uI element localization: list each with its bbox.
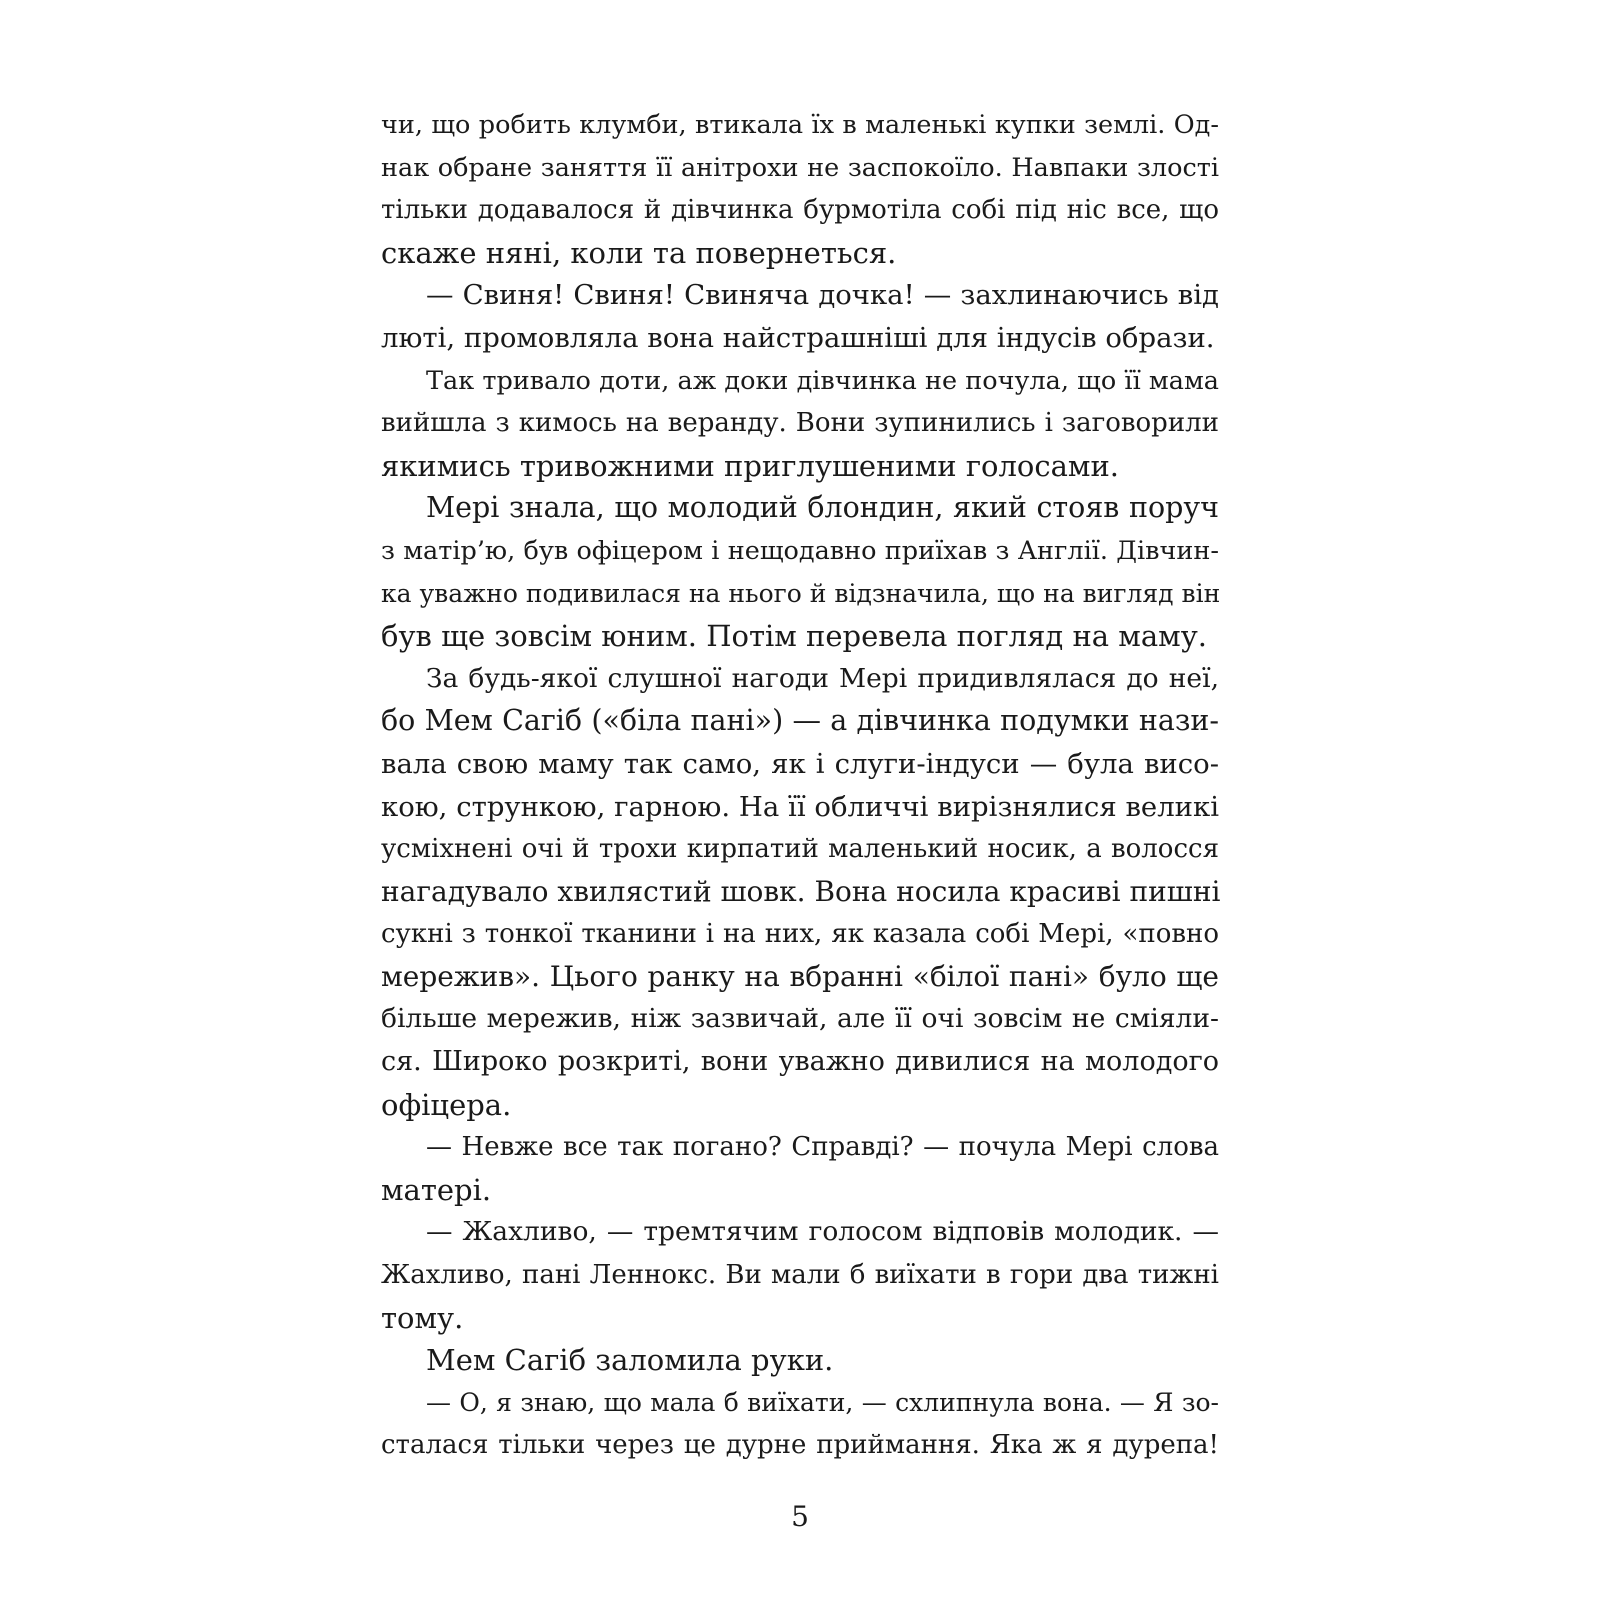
text-line: За будь-якої слушної нагоди Мері придивлялася до неї, xyxy=(426,662,1219,694)
text-line: сукні з тонкої тканини і на них, як казала собі Мері, «повно xyxy=(381,919,1219,950)
page-number: 5 xyxy=(791,1500,809,1533)
text-line: Мем Сагіб заломила руки. xyxy=(426,1343,834,1378)
text-line: люті, промовляла вона найстрашніші для індусів образи. xyxy=(381,321,1215,354)
text-line: вийшла з кимось на веранду. Вони зупинились і заговорили xyxy=(381,408,1219,439)
text-line: — Жахливо, — тремтячим голосом відповів молодик. — xyxy=(426,1216,1219,1248)
text-line: — О, я знаю, що мала б виїхати, — схлипнула вона. — Я зо- xyxy=(426,1387,1219,1417)
text-line: — Свиня! Свиня! Свиняча дочка! — захлинаючись від xyxy=(426,279,1219,312)
text-line: Мері знала, що молодий блондин, який стояв поруч xyxy=(426,491,1219,525)
text-line: чи, що робить клумби, втикала їх в маленькі купки землі. Од- xyxy=(381,110,1219,140)
text-line: бо Мем Сагіб («біла пані») — а дівчинка подумки нази- xyxy=(381,704,1219,738)
text-line: — Невже все так погано? Справді? — почула Мері слова xyxy=(426,1132,1219,1163)
text-line: Так тривало доти, аж доки дівчинка не почула, що її мама xyxy=(426,365,1219,396)
text-line: скаже няні, коли та повернеться. xyxy=(381,235,897,270)
text-line: тому. xyxy=(381,1300,464,1335)
text-line: сталася тільки через це дурне приймання. Яка ж я дурепа! xyxy=(381,1430,1219,1461)
text-line: офіцера. xyxy=(381,1087,512,1122)
text-line: мережив». Цього ранку на вбранні «білої пані» було ще xyxy=(381,959,1219,993)
text-line: ся. Широко розкриті, вони уважно дивилися на молодого xyxy=(381,1046,1219,1078)
body-text xyxy=(381,104,1219,1467)
text-line: кою, стрункою, гарною. На її обличчі вирізнялися великі xyxy=(381,790,1219,823)
text-line: ка уважно подивилася на нього й відзначила, що на вигляд він xyxy=(381,578,1221,608)
text-line: якимись тривожними приглушеними голосами. xyxy=(381,448,1119,483)
text-line: матері. xyxy=(381,1172,492,1207)
text-line: був ще зовсім юним. Потім перевела погляд на маму. xyxy=(381,619,1207,654)
text-line: нак обране заняття її анітрохи не заспокоїло. Навпаки злості xyxy=(381,152,1219,183)
text-line: нагадувало хвилястий шовк. Вона носила красиві пишні xyxy=(381,874,1221,908)
text-line: вала свою маму так само, як і слуги-індуси — була висо- xyxy=(381,747,1219,780)
text-line: Жахливо, пані Леннокс. Ви мали б виїхати в гори два тижні xyxy=(381,1260,1219,1291)
text-line: тільки додавалося й дівчинка бурмотіла собі під ніс все, що xyxy=(381,195,1219,226)
text-line: усміхнені очі й трохи кирпатий маленький носик, а волосся xyxy=(381,834,1219,865)
text-line: з матір’ю, був офіцером і нещодавно приїхав з Англії. Дівчин- xyxy=(381,535,1219,566)
text-line: більше мережив, ніж зазвичай, але її очі зовсім не сміяли- xyxy=(381,1003,1219,1035)
